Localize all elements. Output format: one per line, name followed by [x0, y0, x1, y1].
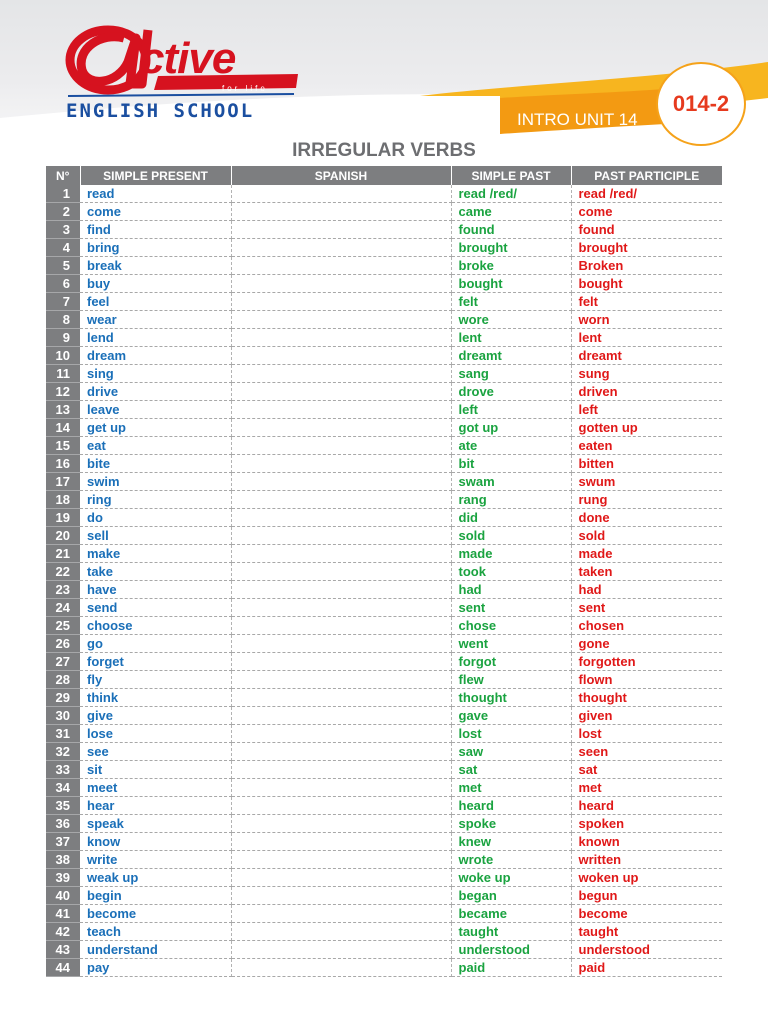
row-number: 16	[46, 455, 80, 473]
spanish-answer-cell[interactable]	[231, 437, 451, 455]
spanish-answer-cell[interactable]	[231, 383, 451, 401]
page-title: IRREGULAR VERBS	[292, 140, 476, 161]
table-row	[46, 203, 722, 221]
past-participle-cell: worn	[571, 311, 722, 329]
spanish-answer-cell[interactable]	[231, 221, 451, 239]
simple-past-cell: swam	[451, 473, 571, 491]
table-row	[46, 599, 722, 617]
past-participle-cell: made	[571, 545, 722, 563]
simple-past-cell: sold	[451, 527, 571, 545]
past-participle-cell: known	[571, 833, 722, 851]
spanish-answer-cell[interactable]	[231, 941, 451, 959]
spanish-answer-cell[interactable]	[231, 869, 451, 887]
spanish-answer-cell[interactable]	[231, 365, 451, 383]
past-participle-cell: swum	[571, 473, 722, 491]
simple-past-cell: sat	[451, 761, 571, 779]
spanish-answer-cell[interactable]	[231, 311, 451, 329]
spanish-answer-cell[interactable]	[231, 347, 451, 365]
simple-past-cell: brought	[451, 239, 571, 257]
simple-past-cell: heard	[451, 797, 571, 815]
table-row	[46, 869, 722, 887]
past-participle-cell: sung	[571, 365, 722, 383]
irregular-verbs-table	[46, 166, 722, 977]
spanish-answer-cell[interactable]	[231, 779, 451, 797]
row-number: 21	[46, 545, 80, 563]
table-row	[46, 905, 722, 923]
simple-past-cell: had	[451, 581, 571, 599]
past-participle-cell: dreamt	[571, 347, 722, 365]
simple-present-cell: think	[80, 689, 231, 707]
logo-wordmark: ctive	[140, 34, 236, 83]
past-participle-cell: eaten	[571, 437, 722, 455]
row-number: 8	[46, 311, 80, 329]
spanish-answer-cell[interactable]	[231, 491, 451, 509]
past-participle-cell: rung	[571, 491, 722, 509]
table-row	[46, 329, 722, 347]
row-number: 9	[46, 329, 80, 347]
table-row	[46, 419, 722, 437]
table-row	[46, 527, 722, 545]
past-participle-cell: found	[571, 221, 722, 239]
row-number: 38	[46, 851, 80, 869]
simple-past-cell: got up	[451, 419, 571, 437]
table-row	[46, 941, 722, 959]
table-row	[46, 185, 722, 203]
row-number: 25	[46, 617, 80, 635]
col-header-simple-present: SIMPLE PRESENT	[80, 166, 231, 185]
simple-present-cell: know	[80, 833, 231, 851]
row-number: 37	[46, 833, 80, 851]
simple-past-cell: lost	[451, 725, 571, 743]
simple-present-cell: become	[80, 905, 231, 923]
simple-past-cell: became	[451, 905, 571, 923]
past-participle-cell: flown	[571, 671, 722, 689]
row-number: 4	[46, 239, 80, 257]
simple-past-cell: rang	[451, 491, 571, 509]
simple-present-cell: do	[80, 509, 231, 527]
table-row	[46, 635, 722, 653]
spanish-answer-cell[interactable]	[231, 329, 451, 347]
spanish-answer-cell[interactable]	[231, 401, 451, 419]
simple-present-cell: send	[80, 599, 231, 617]
simple-present-cell: dream	[80, 347, 231, 365]
table-row	[46, 617, 722, 635]
past-participle-cell: lost	[571, 725, 722, 743]
simple-present-cell: understand	[80, 941, 231, 959]
simple-present-cell: eat	[80, 437, 231, 455]
simple-present-cell: lose	[80, 725, 231, 743]
simple-past-cell: made	[451, 545, 571, 563]
simple-present-cell: wear	[80, 311, 231, 329]
row-number: 5	[46, 257, 80, 275]
spanish-answer-cell[interactable]	[231, 185, 451, 203]
row-number: 10	[46, 347, 80, 365]
row-number: 15	[46, 437, 80, 455]
table-row	[46, 653, 722, 671]
code-badge-text: 014-2	[672, 91, 730, 116]
simple-present-cell: drive	[80, 383, 231, 401]
spanish-answer-cell[interactable]	[231, 743, 451, 761]
spanish-answer-cell[interactable]	[231, 509, 451, 527]
row-number: 30	[46, 707, 80, 725]
spanish-answer-cell[interactable]	[231, 545, 451, 563]
past-participle-cell: left	[571, 401, 722, 419]
spanish-answer-cell[interactable]	[231, 923, 451, 941]
row-number: 14	[46, 419, 80, 437]
simple-present-cell: teach	[80, 923, 231, 941]
spanish-answer-cell[interactable]	[231, 671, 451, 689]
row-number: 13	[46, 401, 80, 419]
simple-past-cell: forgot	[451, 653, 571, 671]
table-row	[46, 959, 722, 977]
table-row	[46, 581, 722, 599]
table-row	[46, 257, 722, 275]
table-row	[46, 221, 722, 239]
row-number: 41	[46, 905, 80, 923]
table-row	[46, 239, 722, 257]
simple-past-cell: read /red/	[451, 185, 571, 203]
simple-past-cell: spoke	[451, 815, 571, 833]
row-number: 18	[46, 491, 80, 509]
row-number: 40	[46, 887, 80, 905]
simple-present-cell: sing	[80, 365, 231, 383]
table-row	[46, 833, 722, 851]
row-number: 1	[46, 185, 80, 203]
simple-present-cell: write	[80, 851, 231, 869]
row-number: 26	[46, 635, 80, 653]
row-number: 31	[46, 725, 80, 743]
past-participle-cell: thought	[571, 689, 722, 707]
simple-present-cell: hear	[80, 797, 231, 815]
simple-past-cell: chose	[451, 617, 571, 635]
table-row	[46, 473, 722, 491]
simple-past-cell: woke up	[451, 869, 571, 887]
spanish-answer-cell[interactable]	[231, 653, 451, 671]
simple-past-cell: took	[451, 563, 571, 581]
simple-present-cell: choose	[80, 617, 231, 635]
past-participle-cell: bitten	[571, 455, 722, 473]
simple-present-cell: find	[80, 221, 231, 239]
school-logo	[62, 18, 298, 124]
simple-present-cell: bite	[80, 455, 231, 473]
simple-present-cell: give	[80, 707, 231, 725]
past-participle-cell: come	[571, 203, 722, 221]
past-participle-cell: spoken	[571, 815, 722, 833]
simple-past-cell: did	[451, 509, 571, 527]
row-number: 33	[46, 761, 80, 779]
simple-present-cell: buy	[80, 275, 231, 293]
spanish-answer-cell[interactable]	[231, 887, 451, 905]
simple-past-cell: thought	[451, 689, 571, 707]
past-participle-cell: heard	[571, 797, 722, 815]
past-participle-cell: understood	[571, 941, 722, 959]
simple-present-cell: ring	[80, 491, 231, 509]
simple-past-cell: broke	[451, 257, 571, 275]
row-number: 3	[46, 221, 80, 239]
past-participle-cell: driven	[571, 383, 722, 401]
simple-past-cell: felt	[451, 293, 571, 311]
row-number: 11	[46, 365, 80, 383]
spanish-answer-cell[interactable]	[231, 689, 451, 707]
spanish-answer-cell[interactable]	[231, 257, 451, 275]
simple-present-cell: make	[80, 545, 231, 563]
simple-present-cell: feel	[80, 293, 231, 311]
past-participle-cell: sat	[571, 761, 722, 779]
row-number: 27	[46, 653, 80, 671]
table-row	[46, 437, 722, 455]
row-number: 22	[46, 563, 80, 581]
simple-past-cell: began	[451, 887, 571, 905]
simple-past-cell: paid	[451, 959, 571, 977]
table-row	[46, 347, 722, 365]
spanish-answer-cell[interactable]	[231, 419, 451, 437]
past-participle-cell: given	[571, 707, 722, 725]
past-participle-cell: seen	[571, 743, 722, 761]
simple-past-cell: bit	[451, 455, 571, 473]
spanish-answer-cell[interactable]	[231, 635, 451, 653]
simple-present-cell: go	[80, 635, 231, 653]
past-participle-cell: felt	[571, 293, 722, 311]
spanish-answer-cell[interactable]	[231, 293, 451, 311]
table-row	[46, 383, 722, 401]
table-row	[46, 401, 722, 419]
past-participle-cell: gotten up	[571, 419, 722, 437]
logo-tagline: for life	[222, 84, 268, 93]
spanish-answer-cell[interactable]	[231, 275, 451, 293]
table-row	[46, 689, 722, 707]
spanish-answer-cell[interactable]	[231, 617, 451, 635]
simple-present-cell: fly	[80, 671, 231, 689]
row-number: 20	[46, 527, 80, 545]
unit-label: INTRO UNIT 14	[517, 110, 638, 129]
past-participle-cell: sold	[571, 527, 722, 545]
past-participle-cell: bought	[571, 275, 722, 293]
simple-present-cell: speak	[80, 815, 231, 833]
simple-past-cell: gave	[451, 707, 571, 725]
past-participle-cell: taught	[571, 923, 722, 941]
row-number: 36	[46, 815, 80, 833]
row-number: 2	[46, 203, 80, 221]
spanish-answer-cell[interactable]	[231, 239, 451, 257]
simple-past-cell: found	[451, 221, 571, 239]
table-row	[46, 743, 722, 761]
simple-past-cell: saw	[451, 743, 571, 761]
spanish-answer-cell[interactable]	[231, 581, 451, 599]
past-participle-cell: had	[571, 581, 722, 599]
spanish-answer-cell[interactable]	[231, 797, 451, 815]
spanish-answer-cell[interactable]	[231, 959, 451, 977]
simple-present-cell: meet	[80, 779, 231, 797]
row-number: 23	[46, 581, 80, 599]
simple-present-cell: take	[80, 563, 231, 581]
table-row	[46, 545, 722, 563]
simple-past-cell: wrote	[451, 851, 571, 869]
simple-present-cell: have	[80, 581, 231, 599]
simple-present-cell: get up	[80, 419, 231, 437]
col-header-number: N°	[46, 166, 80, 185]
simple-present-cell: begin	[80, 887, 231, 905]
table-row	[46, 851, 722, 869]
past-participle-cell: chosen	[571, 617, 722, 635]
simple-past-cell: bought	[451, 275, 571, 293]
past-participle-cell: Broken	[571, 257, 722, 275]
spanish-answer-cell[interactable]	[231, 563, 451, 581]
simple-present-cell: sell	[80, 527, 231, 545]
row-number: 17	[46, 473, 80, 491]
past-participle-cell: taken	[571, 563, 722, 581]
row-number: 19	[46, 509, 80, 527]
row-number: 34	[46, 779, 80, 797]
simple-past-cell: drove	[451, 383, 571, 401]
simple-past-cell: dreamt	[451, 347, 571, 365]
col-header-simple-past: SIMPLE PAST	[451, 166, 571, 185]
table-row	[46, 707, 722, 725]
simple-past-cell: flew	[451, 671, 571, 689]
row-number: 12	[46, 383, 80, 401]
past-participle-cell: forgotten	[571, 653, 722, 671]
simple-present-cell: swim	[80, 473, 231, 491]
row-number: 32	[46, 743, 80, 761]
row-number: 24	[46, 599, 80, 617]
past-participle-cell: met	[571, 779, 722, 797]
spanish-answer-cell[interactable]	[231, 599, 451, 617]
simple-present-cell: bring	[80, 239, 231, 257]
simple-present-cell: pay	[80, 959, 231, 977]
spanish-answer-cell[interactable]	[231, 455, 451, 473]
spanish-answer-cell[interactable]	[231, 851, 451, 869]
past-participle-cell: sent	[571, 599, 722, 617]
row-number: 29	[46, 689, 80, 707]
table-row	[46, 311, 722, 329]
past-participle-cell: written	[571, 851, 722, 869]
table-row	[46, 761, 722, 779]
spanish-answer-cell[interactable]	[231, 815, 451, 833]
simple-past-cell: sang	[451, 365, 571, 383]
code-badge	[656, 62, 746, 146]
simple-past-cell: wore	[451, 311, 571, 329]
row-number: 43	[46, 941, 80, 959]
past-participle-cell: brought	[571, 239, 722, 257]
table-header-row	[46, 166, 722, 185]
spanish-answer-cell[interactable]	[231, 473, 451, 491]
simple-present-cell: leave	[80, 401, 231, 419]
row-number: 35	[46, 797, 80, 815]
spanish-answer-cell[interactable]	[231, 707, 451, 725]
table-body	[46, 185, 722, 977]
simple-present-cell: forget	[80, 653, 231, 671]
simple-past-cell: understood	[451, 941, 571, 959]
simple-past-cell: came	[451, 203, 571, 221]
spanish-answer-cell[interactable]	[231, 833, 451, 851]
row-number: 6	[46, 275, 80, 293]
past-participle-cell: gone	[571, 635, 722, 653]
col-header-past-participle: PAST PARTICIPLE	[571, 166, 722, 185]
past-participle-cell: done	[571, 509, 722, 527]
spanish-answer-cell[interactable]	[231, 725, 451, 743]
table-row	[46, 887, 722, 905]
simple-present-cell: sit	[80, 761, 231, 779]
col-header-spanish: SPANISH	[231, 166, 451, 185]
simple-present-cell: break	[80, 257, 231, 275]
past-participle-cell: paid	[571, 959, 722, 977]
simple-past-cell: lent	[451, 329, 571, 347]
row-number: 28	[46, 671, 80, 689]
table-row	[46, 491, 722, 509]
simple-past-cell: knew	[451, 833, 571, 851]
spanish-answer-cell[interactable]	[231, 761, 451, 779]
table-row	[46, 455, 722, 473]
table-row	[46, 365, 722, 383]
table-row	[46, 509, 722, 527]
table-row	[46, 815, 722, 833]
past-participle-cell: lent	[571, 329, 722, 347]
row-number: 42	[46, 923, 80, 941]
table-row	[46, 275, 722, 293]
table-row	[46, 293, 722, 311]
simple-present-cell: weak up	[80, 869, 231, 887]
row-number: 44	[46, 959, 80, 977]
table-row	[46, 797, 722, 815]
simple-past-cell: went	[451, 635, 571, 653]
table-row	[46, 671, 722, 689]
simple-present-cell: lend	[80, 329, 231, 347]
table-row	[46, 563, 722, 581]
past-participle-cell: woken up	[571, 869, 722, 887]
simple-present-cell: see	[80, 743, 231, 761]
row-number: 7	[46, 293, 80, 311]
past-participle-cell: read /red/	[571, 185, 722, 203]
simple-past-cell: sent	[451, 599, 571, 617]
spanish-answer-cell[interactable]	[231, 203, 451, 221]
table-row	[46, 779, 722, 797]
past-participle-cell: begun	[571, 887, 722, 905]
spanish-answer-cell[interactable]	[231, 905, 451, 923]
past-participle-cell: become	[571, 905, 722, 923]
table-row	[46, 725, 722, 743]
simple-past-cell: left	[451, 401, 571, 419]
simple-past-cell: ate	[451, 437, 571, 455]
simple-past-cell: taught	[451, 923, 571, 941]
simple-past-cell: met	[451, 779, 571, 797]
simple-present-cell: read	[80, 185, 231, 203]
logo-school-name: ENGLISH SCHOOL	[66, 100, 255, 122]
table-row	[46, 923, 722, 941]
spanish-answer-cell[interactable]	[231, 527, 451, 545]
row-number: 39	[46, 869, 80, 887]
simple-present-cell: come	[80, 203, 231, 221]
